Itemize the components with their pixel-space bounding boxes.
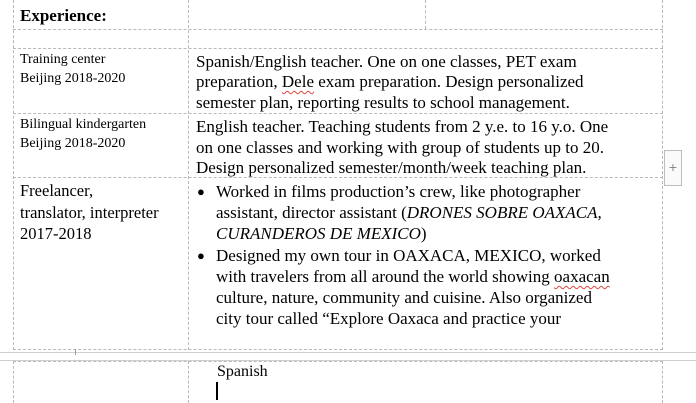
bullet-icon: ●: [197, 248, 205, 263]
org-line: Beijing 2018-2020: [20, 136, 126, 151]
row-divider: [13, 48, 663, 49]
table-column-divider: [188, 361, 189, 403]
list-item-line: city tour called “Explore Oaxaca and practice your: [216, 309, 562, 328]
film-title: DRONES SOBRE OAXACA,: [406, 203, 602, 222]
table-right-border: [662, 361, 663, 403]
row-divider: [13, 349, 663, 350]
text-cursor: [216, 382, 218, 400]
table-header-divider: [425, 0, 426, 29]
row-divider: [13, 361, 663, 362]
org-line: Beijing 2018-2020: [20, 71, 126, 86]
section-heading: Experience:: [20, 6, 107, 25]
list-item-line: [216, 223, 610, 244]
table-right-border: [662, 0, 663, 350]
list-item-line: Worked in films production’s crew, like photographer: [216, 182, 581, 201]
table-left-border: [13, 0, 14, 350]
page-break: [0, 352, 696, 361]
table-cell-text[interactable]: Spanish: [217, 363, 268, 380]
desc-line: Spanish/English teacher. One on one classes, PET exam: [196, 52, 577, 71]
table-left-border: [13, 361, 14, 403]
org-line: Bilingual kindergarten: [20, 117, 147, 132]
list-item: [188, 181, 610, 244]
list-item-text: with travelers from all around the world showing: [216, 267, 555, 286]
org-line: Training center: [20, 52, 106, 67]
desc-line: [196, 72, 584, 91]
org-line: Freelancer,: [20, 181, 94, 200]
list-item-line: Designed my own tour in OAXACA, MEXICO, worked: [216, 246, 601, 265]
row-divider: [13, 29, 663, 30]
list-item-text: assistant, director assistant (: [216, 203, 407, 222]
list-item-line: culture, nature, community and cuisine. Also organized: [216, 288, 592, 307]
org-line: 2017-2018: [20, 224, 92, 243]
list-item: [188, 245, 610, 329]
desc-line: English teacher. Teaching students from 2 y.e. to 16 y.o. One: [196, 117, 609, 136]
spelling-flag[interactable]: oaxacan: [554, 267, 610, 286]
add-row-button[interactable]: +: [664, 150, 682, 186]
desc-text: preparation,: [196, 72, 282, 91]
list-item-text: ): [420, 224, 427, 243]
film-title: CURANDEROS DE MEXICO: [216, 224, 421, 243]
list-item-line: [216, 202, 610, 223]
desc-line: Design personalized semester/month/week teaching plan.: [196, 158, 587, 177]
org-line: translator, interpreter: [20, 203, 159, 222]
spelling-flag[interactable]: Dele: [281, 72, 314, 91]
row-divider: [13, 113, 663, 114]
desc-line: semester plan, reporting results to school management.: [196, 93, 570, 112]
bullet-icon: ●: [197, 184, 205, 199]
list-item-line: [216, 266, 610, 287]
desc-text: exam preparation. Design personalized: [314, 72, 584, 91]
bullet-list: [188, 181, 610, 329]
desc-line: on one classes and working with group of students up to 20.: [196, 138, 604, 157]
page-corner-mark: [75, 349, 76, 355]
